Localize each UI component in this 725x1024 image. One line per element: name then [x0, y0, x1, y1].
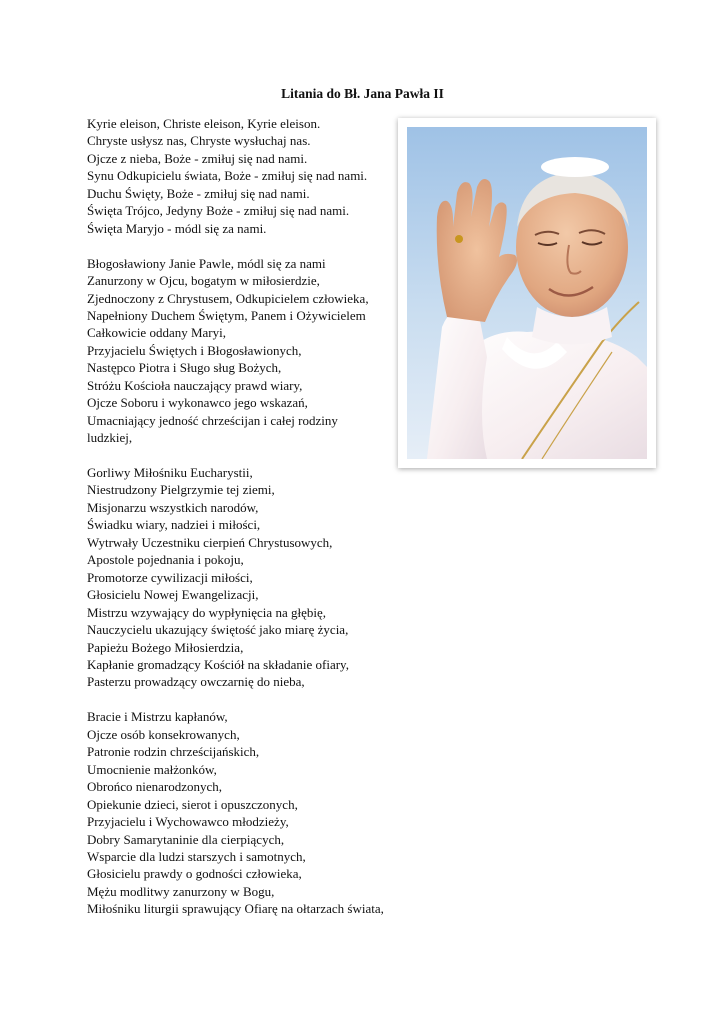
litany-line: Patronie rodzin chrześcijańskich, — [87, 744, 260, 760]
litany-line: Pasterzu prowadzący owczarnię do nieba, — [87, 674, 305, 690]
litany-line: Ojcze Soboru i wykonawco jego wskazań, — [87, 395, 308, 411]
litany-line: Papieżu Bożego Miłosierdzia, — [87, 639, 244, 655]
litany-line: Przyjacielu Świętych i Błogosławionych, — [87, 342, 302, 358]
litany-line: Wytrwały Uczestniku cierpień Chrystusowych, — [87, 534, 333, 550]
litany-stanza — [87, 708, 397, 917]
litany-line: Apostole pojednania i pokoju, — [87, 552, 244, 568]
litany-line: Następco Piotra i Sługo sług Bożych, — [87, 360, 282, 376]
litany-line: Obrońco nienarodzonych, — [87, 779, 223, 795]
litany-line: Dobry Samarytaninie dla cierpiących, — [87, 831, 285, 847]
litany-line: Zjednoczony z Chrystusem, Odkupicielem człowieka, — [87, 290, 369, 306]
litany-text — [87, 115, 397, 935]
litany-stanza — [87, 464, 397, 691]
litany-line: Umocnienie małżonków, — [87, 761, 217, 777]
litany-line: Bracie i Mistrzu kapłanów, — [87, 709, 228, 725]
litany-line: Synu Odkupicielu świata, Boże - zmiłuj się nad nami. — [87, 168, 368, 184]
litany-line: Kyrie eleison, Christe eleison, Kyrie eleison. — [87, 116, 321, 131]
litany-line: Promotorze cywilizacji miłości, — [87, 569, 253, 585]
litany-line: Opiekunie dzieci, sierot i opuszczonych, — [87, 796, 298, 812]
litany-line: Gorliwy Miłośniku Eucharystii, — [87, 465, 253, 481]
litany-line: Błogosławiony Janie Pawle, módl się za nami — [87, 255, 326, 271]
litany-line: Niestrudzony Pielgrzymie tej ziemi, — [87, 482, 275, 498]
litany-line: Kapłanie gromadzący Kościół na składanie ofiary, — [87, 657, 349, 673]
litany-line: Przyjacielu i Wychowawco młodzieży, — [87, 814, 289, 830]
litany-line: Ojcze osób konsekrowanych, — [87, 726, 240, 742]
litany-line: Mężu modlitwy zanurzony w Bogu, — [87, 883, 275, 899]
litany-line: Ojcze z nieba, Boże - zmiłuj się nad nami. — [87, 150, 308, 166]
litany-line: Święta Maryjo - módl się za nami. — [87, 220, 267, 236]
litany-line: Misjonarzu wszystkich narodów, — [87, 499, 259, 515]
litany-line: Chryste usłysz nas, Chryste wysłuchaj nas. — [87, 133, 311, 149]
litany-line: Duchu Święty, Boże - zmiłuj się nad nami. — [87, 185, 310, 201]
photo-frame — [398, 118, 656, 468]
litany-stanza — [87, 115, 397, 237]
litany-line: Głosicielu prawdy o godności człowieka, — [87, 866, 302, 882]
litany-line: Świadku wiary, nadziei i miłości, — [87, 517, 261, 533]
litany-line: Całkowicie oddany Maryi, — [87, 325, 226, 341]
litany-line: Głosicielu Nowej Ewangelizacji, — [87, 587, 259, 603]
litany-line: ludzkiej, — [87, 430, 133, 446]
litany-line: Nauczycielu ukazujący świętość jako miarę życia, — [87, 622, 349, 638]
litany-line: Miłośniku liturgii sprawujący Ofiarę na ołtarzach świata, — [87, 901, 384, 917]
litany-line: Wsparcie dla ludzi starszych i samotnych, — [87, 848, 306, 864]
page-title: Litania do Bł. Jana Pawła II — [281, 86, 444, 101]
litany-line: Święta Trójco, Jedyny Boże - zmiłuj się nad nami. — [87, 203, 350, 219]
litany-line: Umacniający jedność chrześcijan i całej rodziny — [87, 412, 338, 428]
litany-line: Stróżu Kościoła nauczający prawd wiary, — [87, 377, 303, 393]
litany-line: Napełniony Duchem Świętym, Panem i Ożywicielem — [87, 307, 366, 323]
pope-portrait-photo — [407, 127, 647, 459]
litany-line: Zanurzony w Ojcu, bogatym w miłosierdzie, — [87, 273, 320, 289]
litany-line: Mistrzu wzywający do wypłynięcia na głębię, — [87, 604, 326, 620]
litany-stanza — [87, 255, 397, 447]
